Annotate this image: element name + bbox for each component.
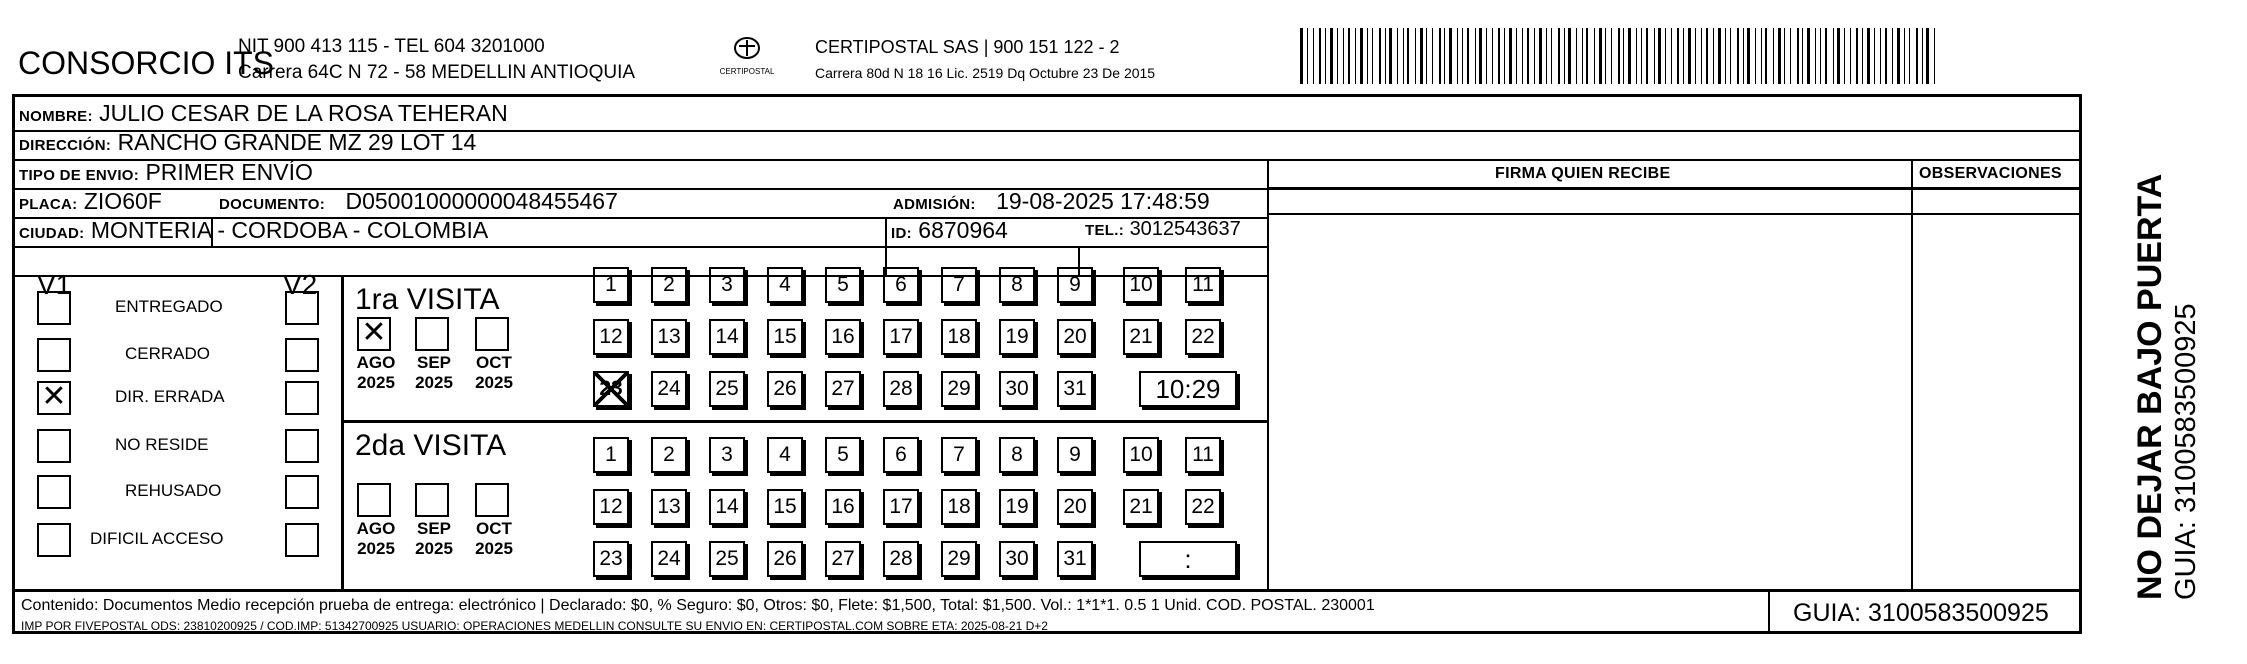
status-option-label: CERRADO <box>125 344 211 363</box>
day-box[interactable]: 7 <box>941 267 977 303</box>
day-box[interactable]: 26 <box>767 541 803 577</box>
address-label: DIRECCIÓN: <box>19 137 112 154</box>
day-box[interactable]: 15 <box>767 319 803 355</box>
day-box[interactable]: 5 <box>825 267 861 303</box>
month-name: SEP <box>416 519 452 538</box>
day-box[interactable]: 18 <box>941 489 977 525</box>
shipping-type-row <box>19 159 313 186</box>
day-box[interactable]: 4 <box>767 437 803 473</box>
content-line: Contenido: Documentos Medio recepción prueba de entrega: electrónico | Declarado: $0, % Seguro: $0, Otros: $0, Flete: $1,500, Total: $1,500. Vol.: 1*1*1. 0.5 1 Unid. COD. POSTAL. 230001 <box>21 597 1375 614</box>
recipient-name: JULIO CESAR DE LA ROSA TEHERAN <box>99 100 508 126</box>
v1-checkbox[interactable] <box>37 523 71 557</box>
city-row <box>19 217 488 244</box>
v2-checkbox[interactable] <box>285 338 319 372</box>
day-box[interactable]: 2 <box>651 437 687 473</box>
side-guide: GUIA: 3100583500925 <box>2170 303 2202 600</box>
day-box[interactable]: 30 <box>999 541 1035 577</box>
city-label: CIUDAD: <box>19 225 85 242</box>
observations-header: OBSERVACIONES <box>1919 165 2062 182</box>
admission-cell <box>893 188 1210 215</box>
v1-checkbox[interactable] <box>37 475 71 509</box>
address-line: Carrera 64C N 72 - 58 MEDELLIN ANTIOQUIA <box>238 62 636 83</box>
month-year: 2025 <box>475 373 513 392</box>
day-box[interactable]: 16 <box>825 489 861 525</box>
barcode <box>1300 28 1935 84</box>
time-box[interactable]: 10:29 <box>1139 371 1237 407</box>
month-checkbox[interactable] <box>475 317 509 351</box>
day-box[interactable]: 29 <box>941 371 977 407</box>
day-box[interactable]: 21 <box>1123 489 1159 525</box>
side-warning: NO DEJAR BAJO PUERTA <box>2131 173 2169 600</box>
status-option-label: DIFICIL ACCESO <box>90 529 224 548</box>
month-label <box>347 353 405 393</box>
day-box[interactable]: 17 <box>883 489 919 525</box>
day-box[interactable]: 20 <box>1057 319 1093 355</box>
day-box[interactable]: 10 <box>1123 267 1159 303</box>
day-box[interactable]: 6 <box>883 437 919 473</box>
tel-value: 3012543637 <box>1129 218 1241 240</box>
v1-checkbox[interactable] <box>37 291 71 325</box>
day-box[interactable]: 8 <box>999 267 1035 303</box>
tel-label: TEL.: <box>1085 222 1124 239</box>
v1-checkbox[interactable] <box>37 429 71 463</box>
month-name: AGO <box>356 353 396 372</box>
day-box[interactable]: 11 <box>1185 437 1221 473</box>
document-value: D05001000000048455467 <box>345 188 618 214</box>
status-option-label: DIR. ERRADA <box>115 387 225 406</box>
month-year: 2025 <box>475 539 513 558</box>
shipping-type-label: TIPO DE ENVIO: <box>19 167 140 184</box>
v1-checkbox[interactable] <box>37 338 71 372</box>
month-label <box>465 353 523 393</box>
day-box[interactable]: 31 <box>1057 541 1093 577</box>
month-label <box>405 519 463 559</box>
carrier-line: CERTIPOSTAL SAS | 900 151 122 - 2 <box>815 37 1120 57</box>
admission-value: 19-08-2025 17:48:59 <box>996 188 1210 214</box>
v2-checkbox[interactable] <box>285 291 319 325</box>
day-box[interactable]: 22 <box>1185 319 1221 355</box>
day-box[interactable]: 2 <box>651 267 687 303</box>
day-box[interactable]: 14 <box>709 489 745 525</box>
day-box[interactable]: 20 <box>1057 489 1093 525</box>
footer-guide: GUIA: 3100583500925 <box>1793 599 2049 627</box>
id-cell <box>891 217 1008 244</box>
signature-header: FIRMA QUIEN RECIBE <box>1495 165 1671 182</box>
document-label: DOCUMENTO: <box>219 196 326 213</box>
plate-label: PLACA: <box>19 196 78 213</box>
certipostal-logo <box>712 30 782 86</box>
day-box[interactable]: 21 <box>1123 319 1159 355</box>
visit1-title: 1ra VISITA <box>355 283 500 316</box>
status-option-label: NO RESIDE <box>115 435 209 454</box>
day-box[interactable]: 11 <box>1185 267 1221 303</box>
month-year: 2025 <box>357 373 395 392</box>
month-checkbox[interactable]: ✕ <box>357 317 391 351</box>
month-name: OCT <box>476 519 512 538</box>
day-box[interactable]: 7 <box>941 437 977 473</box>
month-name: AGO <box>356 519 396 538</box>
day-box[interactable]: 18 <box>941 319 977 355</box>
day-box[interactable]: 28 <box>883 371 919 407</box>
shipping-type: PRIMER ENVÍO <box>145 159 313 185</box>
delivery-form <box>12 94 2082 634</box>
name-row <box>19 100 508 127</box>
v2-checkbox[interactable] <box>285 429 319 463</box>
day-box[interactable]: 23 <box>593 371 629 407</box>
day-box[interactable]: 3 <box>709 267 745 303</box>
admission-label: ADMISIÓN: <box>893 196 976 213</box>
side-text <box>2130 174 2202 600</box>
v1-label: V1 <box>37 269 72 300</box>
imp-line: IMP POR FIVEPOSTAL ODS: 23810200925 / COD.IMP: 51342700925 USUARIO: OPERACIONES MEDELLIN CONSULTE SU ENVIO EN: CERTIPOSTAL.COM SOBRE ETA: 2025-08-21 D+2 <box>21 619 1048 633</box>
recipient-address: RANCHO GRANDE MZ 29 LOT 14 <box>117 129 477 155</box>
day-box[interactable]: 3 <box>709 437 745 473</box>
day-box[interactable]: 13 <box>651 319 687 355</box>
day-box[interactable]: 1 <box>593 267 629 303</box>
carrier-info <box>815 34 1155 86</box>
day-box[interactable]: 31 <box>1057 371 1093 407</box>
day-box[interactable]: 10 <box>1123 437 1159 473</box>
day-box[interactable]: 25 <box>709 371 745 407</box>
day-box[interactable]: 16 <box>825 319 861 355</box>
day-box[interactable]: 9 <box>1057 267 1093 303</box>
day-box[interactable]: 28 <box>883 541 919 577</box>
month-checkbox[interactable] <box>415 317 449 351</box>
month-year: 2025 <box>415 373 453 392</box>
day-box[interactable]: 19 <box>999 319 1035 355</box>
plate-cell <box>19 188 162 215</box>
day-box[interactable]: 22 <box>1185 489 1221 525</box>
v1-checkbox[interactable]: ✕ <box>37 381 71 415</box>
day-box[interactable]: 13 <box>651 489 687 525</box>
month-checkbox[interactable] <box>475 483 509 517</box>
day-box[interactable]: 9 <box>1057 437 1093 473</box>
month-name: OCT <box>476 353 512 372</box>
day-box[interactable]: 19 <box>999 489 1035 525</box>
time-box[interactable]: : <box>1139 541 1237 577</box>
tel-cell <box>1085 218 1241 241</box>
day-box[interactable]: 25 <box>709 541 745 577</box>
day-box[interactable]: 14 <box>709 319 745 355</box>
name-label: NOMBRE: <box>19 108 93 125</box>
status-option-label: REHUSADO <box>125 481 222 500</box>
day-box[interactable]: 15 <box>767 489 803 525</box>
day-box[interactable]: 8 <box>999 437 1035 473</box>
carrier-license: Carrera 80d N 18 16 Lic. 2519 Dq Octubre 23 De 2015 <box>815 65 1156 81</box>
day-box[interactable]: 27 <box>825 541 861 577</box>
day-box[interactable]: 26 <box>767 371 803 407</box>
month-label <box>347 519 405 559</box>
id-value: 6870964 <box>918 217 1008 243</box>
nit-line: NIT 900 413 115 - TEL 604 3201000 <box>238 36 545 57</box>
day-box[interactable]: 29 <box>941 541 977 577</box>
month-label <box>465 519 523 559</box>
city-value: MONTERIA - CORDOBA - COLOMBIA <box>90 217 489 243</box>
month-label <box>405 353 463 393</box>
day-box[interactable]: 17 <box>883 319 919 355</box>
address-row <box>19 129 476 156</box>
id-label: ID: <box>891 225 912 242</box>
visit2-title: 2da VISITA <box>355 429 507 462</box>
month-checkbox[interactable] <box>415 483 449 517</box>
day-box[interactable]: 6 <box>883 267 919 303</box>
v2-label: V2 <box>283 269 318 300</box>
month-year: 2025 <box>415 539 453 558</box>
status-option-label: ENTREGADO <box>115 297 223 316</box>
day-box[interactable]: 27 <box>825 371 861 407</box>
day-box[interactable]: 30 <box>999 371 1035 407</box>
month-checkbox[interactable] <box>357 483 391 517</box>
month-name: SEP <box>416 353 452 372</box>
day-box[interactable]: 24 <box>651 371 687 407</box>
svg-text:CERTIPOSTAL: CERTIPOSTAL <box>719 67 775 76</box>
v2-checkbox[interactable] <box>285 523 319 557</box>
v2-checkbox[interactable] <box>285 381 319 415</box>
day-box[interactable]: 24 <box>651 541 687 577</box>
day-box[interactable]: 1 <box>593 437 629 473</box>
company-info <box>238 34 635 86</box>
day-box[interactable]: 4 <box>767 267 803 303</box>
document-cell <box>219 188 618 215</box>
day-box[interactable]: 12 <box>593 489 629 525</box>
day-box[interactable]: 23 <box>593 541 629 577</box>
day-box[interactable]: 5 <box>825 437 861 473</box>
company-name: CONSORCIO ITS <box>18 45 275 81</box>
month-year: 2025 <box>357 539 395 558</box>
plate-value: ZIO60F <box>83 188 162 214</box>
day-box[interactable]: 12 <box>593 319 629 355</box>
v2-checkbox[interactable] <box>285 475 319 509</box>
